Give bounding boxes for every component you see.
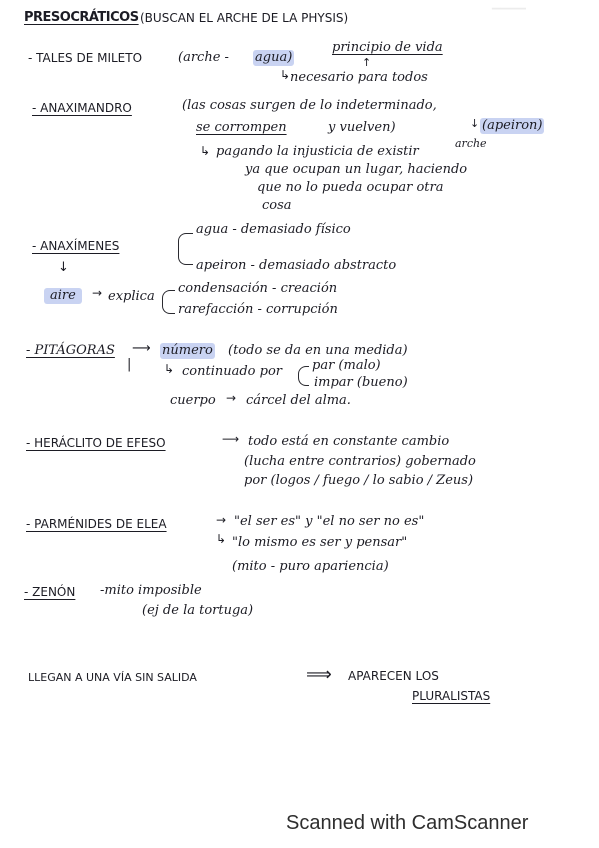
parmenides-line1: "el ser es" y "el no ser no es"	[234, 514, 425, 529]
corner-arrow: ↳	[280, 68, 291, 82]
zenon-line1: -mito imposible	[100, 583, 202, 598]
anaximandro-line2b: y vuelven)	[328, 120, 396, 135]
anaximandro-line1: (las cosas surgen de lo indeterminado,	[182, 98, 437, 113]
page-title: PRESOCRÁTICOS	[24, 10, 139, 25]
right-arrow: ⟶	[222, 432, 240, 446]
anaximenes-process2: rarefacción - corrupción	[178, 302, 338, 317]
corner-arrow: ↳	[216, 532, 227, 546]
anaximandro-line5: que no lo pueda ocupar otra	[257, 180, 444, 195]
parmenides-name: - PARMÉNIDES DE ELEA	[26, 517, 167, 531]
anaximandro-name: - ANAXIMANDRO	[32, 101, 132, 115]
pitagoras-impar: impar (bueno)	[314, 375, 408, 390]
thales-principle: principio de vida	[332, 40, 443, 55]
anaximandro-arche-label: arche	[455, 137, 487, 150]
conclusion-right2: PLURALISTAS	[412, 689, 491, 703]
parmenides-line3: (mito - puro apariencia)	[232, 559, 389, 574]
anaximenes-branch2: apeiron - demasiado abstracto	[196, 258, 397, 273]
pitagoras-cuerpo: cuerpo	[170, 393, 216, 408]
brace	[162, 290, 175, 314]
pitagoras-numero-rest: (todo se da en una medida)	[228, 343, 408, 358]
anaximandro-line6: cosa	[262, 198, 292, 213]
conclusion-right1: APARECEN LOS	[348, 669, 439, 683]
up-arrow: ↑	[362, 56, 372, 69]
bleed-through: ▔▔▔▔	[492, 8, 526, 21]
parmenides-line2: "lo mismo es ser y pensar"	[232, 535, 408, 550]
brace	[298, 366, 309, 386]
heraclito-name: - HERÁCLITO DE EFESO	[26, 436, 166, 450]
pitagoras-par: par (malo)	[312, 358, 381, 373]
vertical-bar: |	[127, 357, 132, 372]
down-arrow: ↓	[58, 260, 69, 275]
right-arrow: →	[216, 513, 227, 527]
zenon-name: - ZENÓN	[24, 585, 76, 599]
pitagoras-numero: número	[162, 343, 213, 358]
right-arrow: ⟶	[132, 341, 151, 356]
anaximenes-name: - ANAXÍMENES	[32, 239, 120, 253]
pitagoras-continuado: continuado por	[182, 364, 283, 379]
anaximandro-line2a: se corrompen	[196, 120, 287, 135]
camscanner-watermark: Scanned with CamScanner	[286, 812, 529, 834]
heraclito-line1: todo está en constante cambio	[248, 434, 450, 449]
thales-arche-agua: agua)	[255, 50, 293, 65]
heraclito-line3: por (logos / fuego / lo sabio / Zeus)	[244, 473, 474, 488]
thales-name: - TALES DE MILETO	[28, 51, 143, 65]
anaximenes-process1: condensación - creación	[178, 281, 338, 296]
brace	[178, 233, 193, 265]
page-subtitle: (BUSCAN EL ARCHE DE LA PHYSIS)	[140, 11, 349, 25]
right-arrow: →	[226, 391, 237, 405]
thales-arche-pre: (arche -	[178, 50, 229, 65]
thales-note: necesario para todos	[290, 70, 428, 85]
anaximandro-line4: ya que ocupan un lugar, haciendo	[245, 162, 468, 177]
anaximenes-branch1: agua - demasiado físico	[196, 222, 351, 237]
pitagoras-name: - PITÁGORAS	[26, 343, 115, 358]
heraclito-line2: (lucha entre contrarios) gobernado	[244, 454, 476, 469]
pitagoras-carcel: cárcel del alma.	[246, 393, 351, 408]
zenon-line2: (ej de la tortuga)	[142, 603, 254, 618]
down-arrow: ↓	[470, 117, 480, 130]
corner-arrow: ↳	[164, 362, 175, 376]
conclusion-left: LLEGAN A UNA VÍA SIN SALIDA	[28, 671, 197, 684]
anaximandro-apeiron: (apeiron)	[482, 118, 543, 133]
anaximenes-aire: aire	[44, 288, 82, 304]
right-arrow: →	[92, 286, 103, 300]
anaximenes-explica: explica	[108, 289, 155, 304]
anaximandro-line3: pagando la injusticia de existir	[216, 144, 419, 159]
corner-arrow: ↳	[200, 144, 211, 158]
double-arrow-icon: ⟹	[306, 664, 332, 685]
